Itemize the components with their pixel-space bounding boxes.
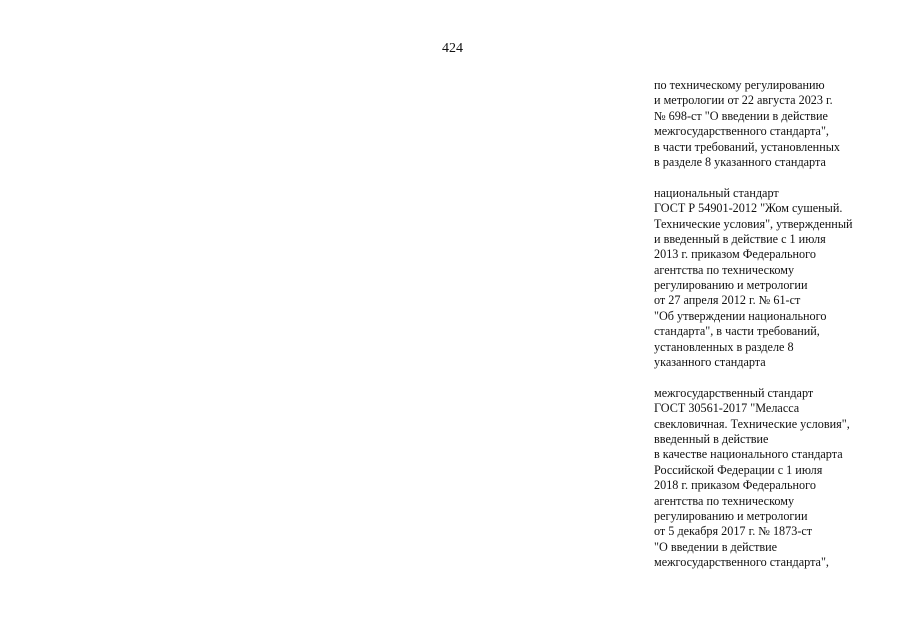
text-line: в части требований, установленных bbox=[654, 139, 840, 154]
text-line: межгосударственный стандарт bbox=[654, 385, 814, 400]
text-line: и введенный в действие с 1 июля bbox=[654, 231, 826, 246]
text-line: "О введении в действие bbox=[654, 539, 778, 554]
text-line: № 698-ст "О введении в действие bbox=[654, 108, 828, 123]
text-column bbox=[654, 78, 899, 571]
text-block-3 bbox=[654, 386, 899, 571]
text-line: национальный стандарт bbox=[654, 185, 779, 200]
text-line: Технические условия", утвержденный bbox=[654, 216, 853, 231]
text-line: свекловичная. Технические условия", bbox=[654, 416, 850, 431]
text-line: регулированию и метрологии bbox=[654, 508, 808, 523]
text-line: установленных в разделе 8 bbox=[654, 339, 794, 354]
text-line: регулированию и метрологии bbox=[654, 278, 808, 293]
text-line: ГОСТ 30561-2017 "Меласса bbox=[654, 401, 800, 416]
text-line: в качестве национального стандарта bbox=[654, 447, 843, 462]
text-line: ГОСТ Р 54901-2012 "Жом сушеный. bbox=[654, 201, 843, 216]
text-line: введенный в действие bbox=[654, 431, 769, 446]
text-line: 2018 г. приказом Федерального bbox=[654, 478, 816, 493]
page-number: 424 bbox=[442, 41, 463, 56]
text-block-2 bbox=[654, 186, 899, 371]
text-line: 2013 г. приказом Федерального bbox=[654, 247, 816, 262]
text-line: межгосударственного стандарта", bbox=[654, 124, 829, 139]
text-line: указанного стандарта bbox=[654, 355, 766, 370]
text-line: агентства по техническому bbox=[654, 493, 795, 508]
text-line: межгосударственного стандарта", bbox=[654, 555, 829, 570]
text-line: и метрологии от 22 августа 2023 г. bbox=[654, 93, 833, 108]
text-line: Российской Федерации с 1 июля bbox=[654, 462, 823, 477]
text-line: агентства по техническому bbox=[654, 262, 795, 277]
text-line: от 5 декабря 2017 г. № 1873-ст bbox=[654, 524, 813, 539]
text-line: по техническому регулированию bbox=[654, 78, 825, 92]
text-line: стандарта", в части требований, bbox=[654, 324, 820, 339]
text-block-1 bbox=[654, 78, 899, 170]
text-line: "Об утверждении национального bbox=[654, 308, 827, 323]
text-line: от 27 апреля 2012 г. № 61-ст bbox=[654, 293, 801, 308]
text-line: в разделе 8 указанного стандарта bbox=[654, 154, 826, 169]
